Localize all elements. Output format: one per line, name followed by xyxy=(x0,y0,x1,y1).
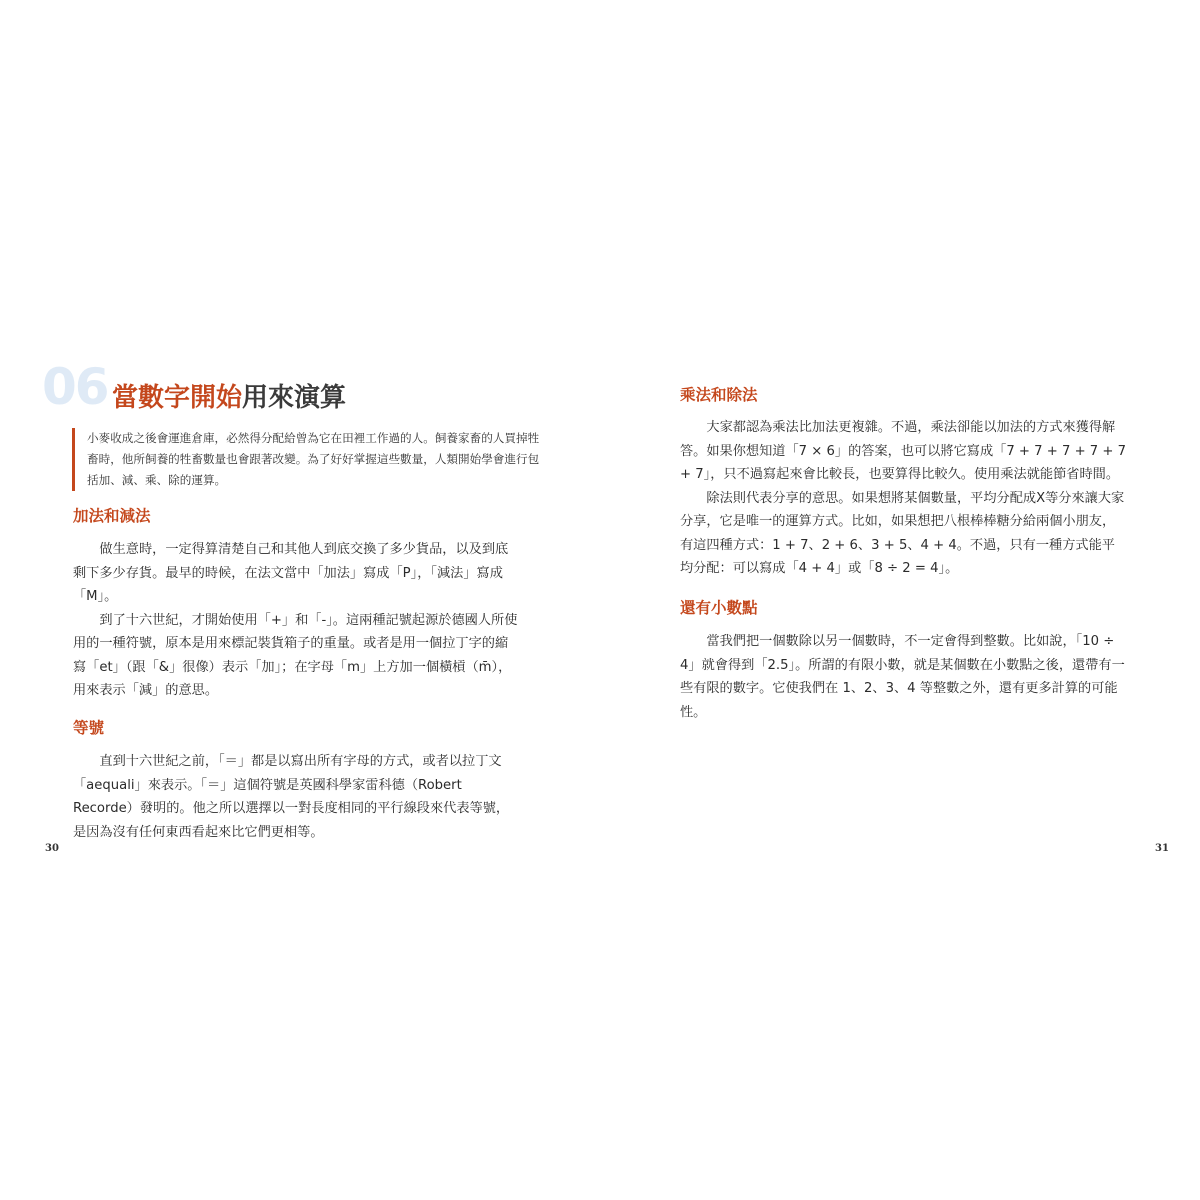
section-body-add-subtract xyxy=(73,538,521,703)
section-body-multiply-divide xyxy=(680,416,1128,581)
section-heading-equals: 等號 xyxy=(73,719,105,737)
paragraph: 當我們把一個數除以另一個數時，不一定會得到整數。比如說，「10 ÷ 4」就會得到「2.5」。所謂的有限小數，就是某個數在小數點之後，還帶有一些有限的數字。它使我們在 1、2、3、4 等整數之外，還有更多計算的可能性。 xyxy=(680,634,1125,720)
section-heading-decimal: 還有小數點 xyxy=(680,599,758,617)
page-number-left: 30 xyxy=(45,843,59,854)
chapter-number: 06 xyxy=(42,358,108,416)
paragraph: 大家都認為乘法比加法更複雜。不過，乘法卻能以加法的方式來獲得解答。如果你想知道「7 × 6」的答案，也可以將它寫成「7 + 7 + 7 + 7 + 7 + 7」，只不過寫起來會比較長，也要算得比較久。使用乘法就能節省時間。 xyxy=(680,420,1127,482)
section-heading-multiply-divide: 乘法和除法 xyxy=(680,386,758,404)
section-body-equals xyxy=(73,750,521,844)
paragraph: 做生意時，一定得算清楚自己和其他人到底交換了多少貨品，以及到底剩下多少存貨。最早的時候，在法文當中「加法」寫成「P」，「減法」寫成「M」。 xyxy=(73,542,509,604)
chapter-title-rest: 用來演算 xyxy=(242,383,347,413)
paragraph: 除法則代表分享的意思。如果想將某個數量，平均分配成X等分來讓大家分享，它是唯一的運算方式。比如，如果想把八根棒棒糖分給兩個小朋友，有這四種方式：1 + 7、2 + 6、3 + 5、4 + 4。不過，只有一種方式能平均分配：可以寫成「4 + 4」或「8 ÷ 2 = 4」。 xyxy=(680,490,1125,576)
chapter-intro: 小麥收成之後會運進倉庫，必然得分配給曾為它在田裡工作過的人。飼養家畜的人買掉牲畜時，他所飼養的牲畜數量也會跟著改變。為了好好掌握這些數量，人類開始學會進行包括加、減、乘、除的運算。 xyxy=(72,428,542,491)
section-heading-add-subtract: 加法和減法 xyxy=(73,507,151,525)
chapter-title xyxy=(112,383,346,414)
page-number-right: 31 xyxy=(1155,843,1169,854)
paragraph: 直到十六世紀之前，「＝」都是以寫出所有字母的方式，或者以拉丁文「aequali」來表示。「＝」這個符號是英國科學家雷科德（Robert Recorde）發明的。他之所以選擇以一對長度相同的平行線段來代表等號，是因為沒有任何東西看起來比它們更相等。 xyxy=(73,754,510,840)
paragraph: 到了十六世紀，才開始使用「+」和「-」。這兩種記號起源於德國人所使用的一種符號，原本是用來標記裝貨箱子的重量。或者是用一個拉丁字的縮寫「et」（跟「&」很像）表示「加」；在字母「m」上方加一個橫槓（m̄），用來表示「減」的意思。 xyxy=(73,612,518,698)
section-body-decimal xyxy=(680,630,1128,724)
chapter-title-highlight: 當數字開始 xyxy=(112,383,243,413)
